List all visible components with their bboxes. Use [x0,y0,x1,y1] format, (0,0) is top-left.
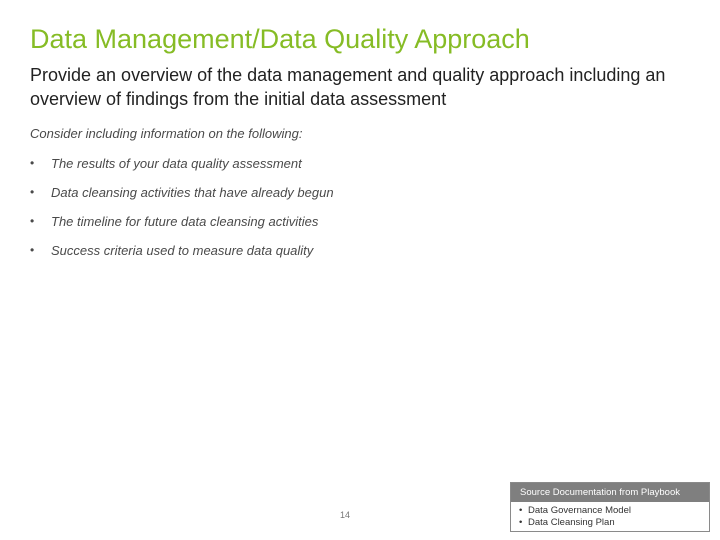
source-item-label: Data Governance Model [528,505,631,516]
bullet-marker: • [30,156,35,170]
source-documentation-box [510,482,710,532]
bullet-text: Data cleansing activities that have already begun [51,185,334,200]
bullet-marker: • [30,214,35,228]
source-documentation-header: Source Documentation from Playbook [511,483,709,502]
source-item [519,517,709,529]
intro-text: Consider including information on the following: [30,126,303,141]
bullet-marker: • [30,243,35,257]
page-number: 14 [340,510,351,520]
bullet-marker: • [519,517,523,528]
source-item [519,505,709,517]
page-subtitle: Provide an overview of the data management and quality approach including an overview of findings from the initial data assessment [30,65,666,109]
source-item-label: Data Cleansing Plan [528,517,615,528]
bullet-text: The timeline for future data cleansing activities [51,214,319,229]
source-documentation-list [511,502,709,529]
bullet-text: Success criteria used to measure data quality [51,243,314,258]
bullet-text: The results of your data quality assessment [51,156,302,171]
page-title: Data Management/Data Quality Approach [30,24,530,54]
bullet-marker: • [30,185,35,199]
bullet-marker: • [519,505,523,516]
